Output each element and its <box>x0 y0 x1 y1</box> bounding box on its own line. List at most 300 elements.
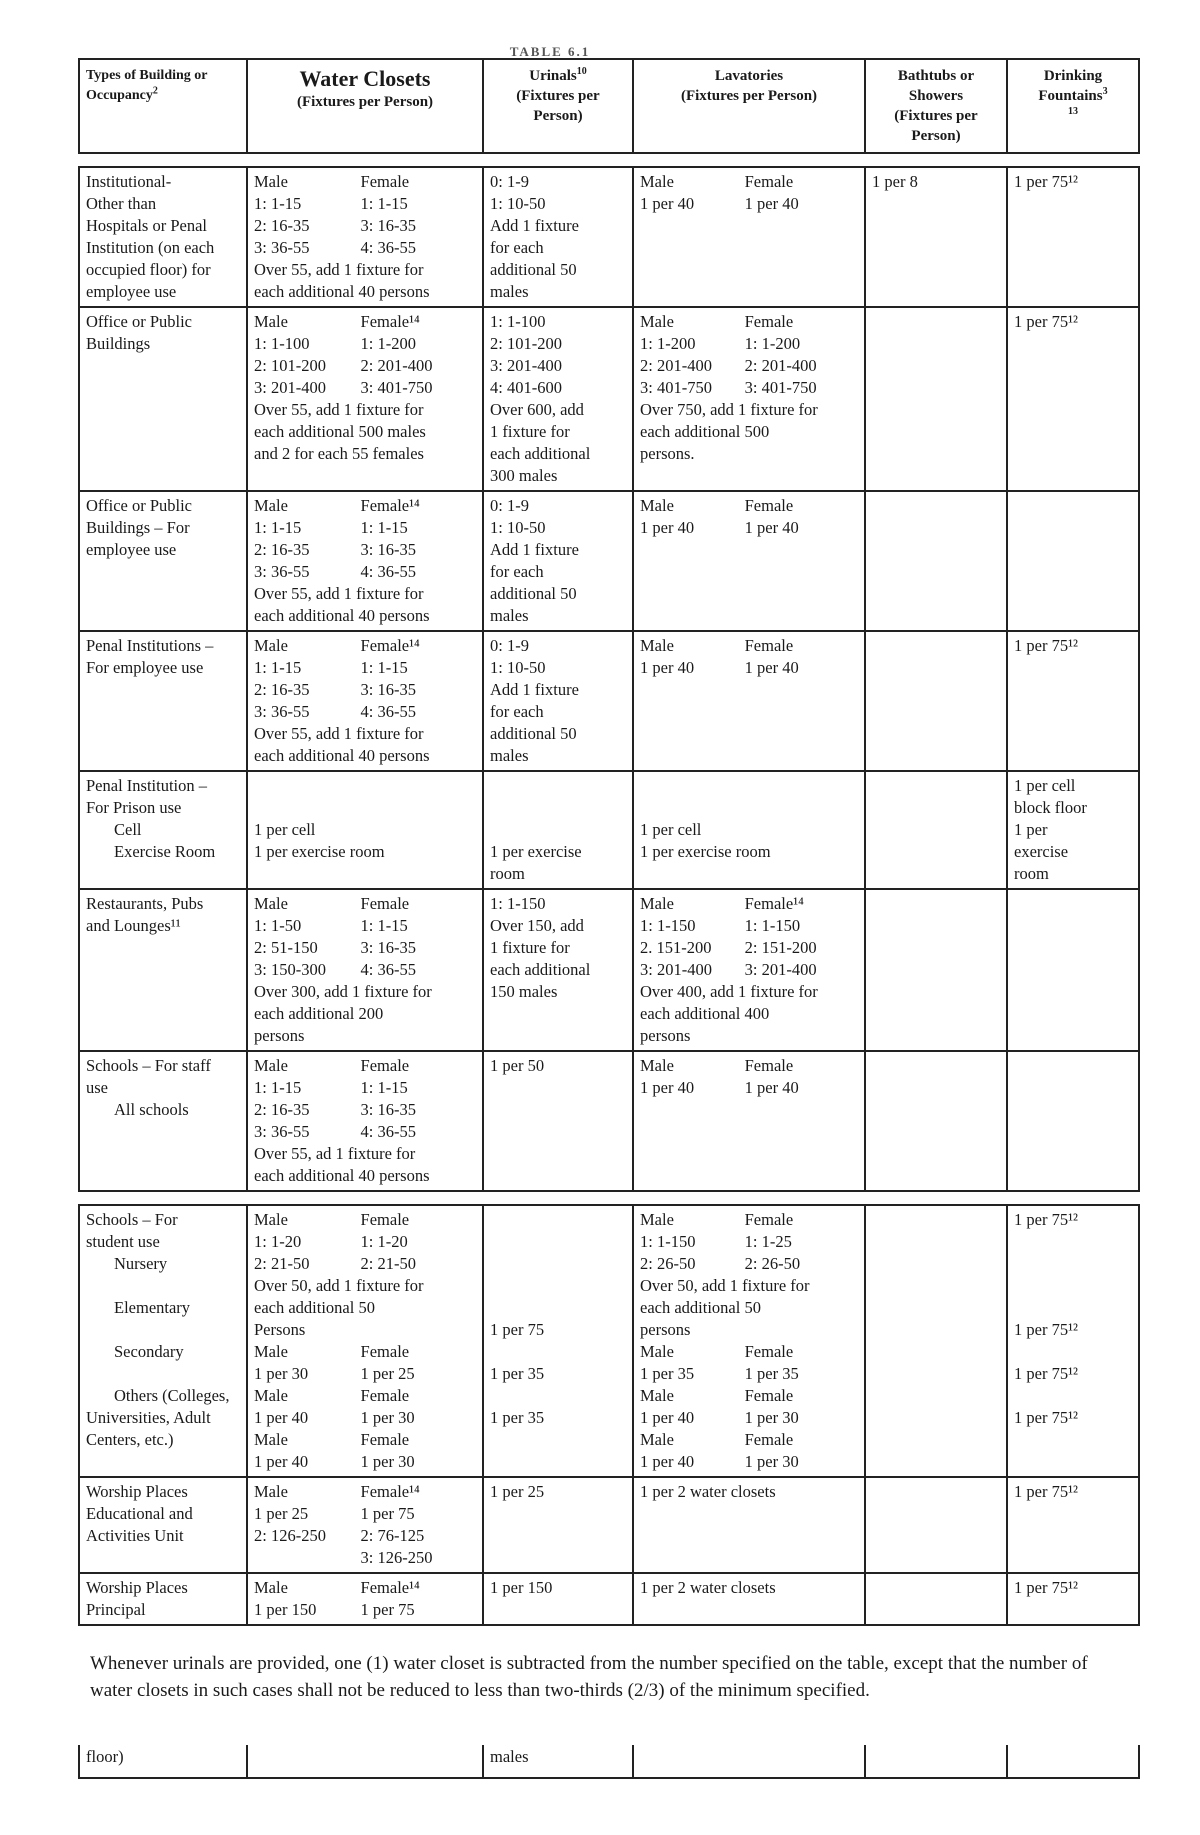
lavatories-line <box>640 1077 858 1099</box>
table-row <box>79 1051 1139 1191</box>
water-closets-line <box>254 1121 476 1143</box>
water-closets-female-value: 1: 1-15 <box>360 194 408 213</box>
water-closets-male-value: 1 per 30 <box>254 1364 309 1383</box>
bottom-occupancy-cell: floor) <box>79 1745 247 1778</box>
occupancy-line: Institution (on each <box>86 238 215 257</box>
table-title-fragment: TABLE 6.1 <box>509 44 591 58</box>
water-closets-line <box>254 1253 476 1275</box>
bathtubs-line: 1 per 8 <box>872 172 918 191</box>
water-closets-male-value: Male <box>254 1430 288 1449</box>
water-closets-line: each additional 40 persons <box>254 1166 430 1185</box>
water-closets-line <box>254 561 476 583</box>
urinals-cell <box>483 1477 633 1573</box>
table-row <box>79 889 1139 1051</box>
bathtubs-cell <box>865 889 1007 1051</box>
lavatories-line <box>640 1253 858 1275</box>
lavatories-line <box>640 937 858 959</box>
urinals-line: 1: 10-50 <box>490 658 546 677</box>
water-closets-female-value: 1 per 30 <box>360 1452 415 1471</box>
water-closets-female-value: 2: 76-125 <box>360 1526 425 1545</box>
water-closets-male-value: 2: 16-35 <box>254 680 310 699</box>
water-closets-line <box>254 937 476 959</box>
lavatories-line <box>640 1429 858 1451</box>
water-closets-female-value: 1: 1-200 <box>360 334 417 353</box>
header-urinals-label: Urinals <box>529 68 577 84</box>
lavatories-line: persons <box>640 1026 691 1045</box>
water-closets-line <box>254 1481 476 1503</box>
urinals-line: 1 per exercise <box>490 842 582 861</box>
lavatories-line: Over 50, add 1 fixture for <box>640 1276 810 1295</box>
water-closets-female-value: 1 per 75 <box>360 1600 415 1619</box>
lavatories-line <box>640 495 858 517</box>
lavatories-female-value: 1 per 40 <box>744 658 799 677</box>
header-water-closets <box>247 59 483 153</box>
lavatories-line: 1 per exercise room <box>640 842 771 861</box>
fountains-cell <box>1007 1573 1139 1625</box>
water-closets-cell <box>247 167 483 307</box>
lavatories-cell <box>633 771 865 889</box>
water-closets-female-value: 3: 16-35 <box>360 540 417 559</box>
fountains-line: 1 per 75¹² <box>1014 1408 1078 1427</box>
header-water-closets-label: Water Closets <box>299 66 431 91</box>
fountains-line <box>1014 1253 1132 1275</box>
fountains-line: 1 per 75¹² <box>1014 1210 1078 1229</box>
lavatories-female-value: 1: 1-25 <box>744 1232 792 1251</box>
occupancy-line: Buildings <box>86 334 151 353</box>
fountains-cell <box>1007 631 1139 771</box>
water-closets-male-value: 2: 16-35 <box>254 216 310 235</box>
occupancy-cell <box>79 889 247 1051</box>
water-closets-cell <box>247 1573 483 1625</box>
water-closets-female-value: Female <box>360 894 410 913</box>
water-closets-male-value: 1 per 25 <box>254 1504 309 1523</box>
urinals-cell <box>483 771 633 889</box>
header-occupancy-footnote: 2 <box>152 85 158 97</box>
header-fountains-label: Drinking Fountains <box>1038 68 1103 104</box>
water-closets-line <box>254 1407 476 1429</box>
water-closets-male-value: Male <box>254 1386 288 1405</box>
water-closets-line: each additional 40 persons <box>254 282 430 301</box>
lavatories-female-value: 1 per 30 <box>744 1408 799 1427</box>
water-closets-male-value: 3: 201-400 <box>254 378 326 397</box>
lavatories-line: Over 400, add 1 fixture for <box>640 982 818 1001</box>
lavatories-male-value: Male <box>640 1386 674 1405</box>
water-closets-male-value: 1: 1-15 <box>254 1078 302 1097</box>
occupancy-line: use <box>86 1078 108 1097</box>
fountains-line <box>1014 1385 1132 1407</box>
occupancy-line: For employee use <box>86 658 204 677</box>
occupancy-line: Centers, etc.) <box>86 1430 174 1449</box>
water-closets-line <box>254 1525 476 1547</box>
lavatories-line <box>640 915 858 937</box>
occupancy-line <box>86 1319 240 1341</box>
water-closets-female-value: Female¹⁴ <box>360 1482 420 1501</box>
urinals-cell <box>483 167 633 307</box>
water-closets-female-value: 3: 16-35 <box>360 1100 417 1119</box>
urinals-line: additional 50 <box>490 724 577 743</box>
table-row <box>79 631 1139 771</box>
fountains-line: 1 per 75¹² <box>1014 312 1078 331</box>
header-bathtubs-sub: (Fixtures per Person) <box>894 108 978 144</box>
occupancy-line: Penal Institution – <box>86 776 207 795</box>
water-closets-line <box>254 1599 476 1621</box>
lavatories-male-value: Male <box>640 1210 674 1229</box>
lavatories-female-value: Female <box>744 312 794 331</box>
fountains-line: 1 per 75¹² <box>1014 1482 1078 1501</box>
lavatories-line <box>640 333 858 355</box>
lavatories-line: each additional 50 <box>640 1298 761 1317</box>
water-closets-line <box>254 355 476 377</box>
water-closets-cell <box>247 1051 483 1191</box>
water-closets-female-value: 2: 201-400 <box>360 356 433 375</box>
lavatories-female-value: 1 per 40 <box>744 1078 799 1097</box>
water-closets-line <box>254 915 476 937</box>
lavatories-male-value: 2: 26-50 <box>640 1254 696 1273</box>
occupancy-line: Institutional- <box>86 172 172 191</box>
occupancy-line: Elementary <box>114 1298 191 1317</box>
urinals-line: 4: 401-600 <box>490 378 562 397</box>
water-closets-male-value: 2: 16-35 <box>254 540 310 559</box>
water-closets-line <box>254 237 476 259</box>
urinals-line: each additional <box>490 960 591 979</box>
water-closets-female-value: 1: 1-15 <box>360 1078 408 1097</box>
lavatories-line: Over 750, add 1 fixture for <box>640 400 818 419</box>
lavatories-cell <box>633 491 865 631</box>
water-closets-male-value: 1: 1-50 <box>254 916 302 935</box>
water-closets-cell <box>247 1205 483 1477</box>
water-closets-line <box>254 679 476 701</box>
occupancy-line: occupied floor) for <box>86 260 211 279</box>
urinals-line: additional 50 <box>490 260 577 279</box>
water-closets-female-value: 1: 1-15 <box>360 658 408 677</box>
urinals-cell <box>483 1573 633 1625</box>
table-row <box>79 1477 1139 1573</box>
lavatories-male-value: 1 per 40 <box>640 1078 695 1097</box>
urinals-line: 1 per 35 <box>490 1364 545 1383</box>
water-closets-male-value: Male <box>254 636 288 655</box>
lavatories-female-value: 1 per 40 <box>744 194 799 213</box>
bathtubs-cell <box>865 307 1007 491</box>
lavatories-female-value: 3: 401-750 <box>744 378 817 397</box>
urinals-line: 0: 1-9 <box>490 496 529 515</box>
fountains-line: block floor <box>1014 798 1087 817</box>
occupancy-line: Others (Colleges, <box>114 1386 230 1405</box>
urinals-line: 1: 10-50 <box>490 194 546 213</box>
water-closets-male-value: Male <box>254 172 288 191</box>
lavatories-line <box>640 635 858 657</box>
occupancy-line: Secondary <box>114 1342 184 1361</box>
fountains-line: 1 per 75¹² <box>1014 636 1078 655</box>
lavatories-male-value: 3: 401-750 <box>640 378 712 397</box>
water-closets-male-value <box>254 1547 361 1569</box>
occupancy-line: Restaurants, Pubs <box>86 894 204 913</box>
bathtubs-cell <box>865 491 1007 631</box>
water-closets-cell <box>247 631 483 771</box>
lavatories-cell <box>633 1205 865 1477</box>
water-closets-line <box>254 1547 476 1569</box>
water-closets-line: persons <box>254 1026 305 1045</box>
bathtubs-cell <box>865 1205 1007 1477</box>
urinals-cell <box>483 307 633 491</box>
water-closets-male-value: 1: 1-100 <box>254 334 310 353</box>
occupancy-line: Office or Public <box>86 312 193 331</box>
water-closets-female-value: 3: 126-250 <box>360 1548 433 1567</box>
occupancy-line: employee use <box>86 540 177 559</box>
water-closets-male-value: 2: 16-35 <box>254 1100 310 1119</box>
water-closets-female-value: Female¹⁴ <box>360 496 420 515</box>
lavatories-cell <box>633 631 865 771</box>
bottom-cut-row <box>78 1745 1140 1779</box>
fountains-line: 1 per 75¹² <box>1014 1364 1078 1383</box>
table-row <box>79 1205 1139 1477</box>
water-closets-cell <box>247 491 483 631</box>
urinals-line: 3: 201-400 <box>490 356 562 375</box>
lavatories-male-value: 3: 201-400 <box>640 960 712 979</box>
header-urinals <box>483 59 633 153</box>
lavatories-female-value: Female <box>744 1056 794 1075</box>
water-closets-line <box>254 701 476 723</box>
occupancy-line: Schools – For staff <box>86 1056 211 1075</box>
header-fountains <box>1007 59 1139 153</box>
lavatories-line <box>640 311 858 333</box>
water-closets-line <box>254 1577 476 1599</box>
lavatories-male-value: 1 per 35 <box>640 1364 695 1383</box>
urinals-line: males <box>490 282 529 301</box>
water-closets-female-value: Female <box>360 1210 410 1229</box>
water-closets-line: Persons <box>254 1320 306 1339</box>
lavatories-line: each additional 500 <box>640 422 770 441</box>
water-closets-female-value: 4: 36-55 <box>360 238 417 257</box>
occupancy-line <box>86 1275 240 1297</box>
water-closets-line <box>254 1451 476 1473</box>
header-occupancy-label: Types of Building or Occupancy <box>86 68 208 103</box>
water-closets-male-value: 3: 36-55 <box>254 1122 310 1141</box>
water-closets-female-value: Female¹⁴ <box>360 312 420 331</box>
urinals-line: 1 per 35 <box>490 1408 545 1427</box>
water-closets-male-value: 2: 126-250 <box>254 1526 326 1545</box>
urinals-line: Add 1 fixture <box>490 540 579 559</box>
water-closets-line <box>254 311 476 333</box>
water-closets-female-value: Female <box>360 1056 410 1075</box>
header-lavatories-label: Lavatories <box>714 68 784 84</box>
table-row <box>79 307 1139 491</box>
lavatories-female-value: Female¹⁴ <box>744 894 804 913</box>
header-urinals-footnote: 10 <box>576 66 587 77</box>
urinals-cell <box>483 889 633 1051</box>
lavatories-line <box>640 1385 858 1407</box>
water-closets-line <box>254 333 476 355</box>
occupancy-line: Activities Unit <box>86 1526 184 1545</box>
water-closets-line <box>254 1209 476 1231</box>
bathtubs-cell <box>865 1051 1007 1191</box>
upper-table-body <box>79 167 1139 1191</box>
urinals-line <box>490 1275 626 1297</box>
lavatories-female-value: Female <box>744 1342 794 1361</box>
water-closets-male-value: 1 per 150 <box>254 1600 317 1619</box>
urinals-line: Over 600, add <box>490 400 584 419</box>
lavatories-female-value: 2: 201-400 <box>744 356 817 375</box>
header-gap <box>79 153 1139 167</box>
water-closets-male-value: Male <box>254 1482 288 1501</box>
water-closets-male-value: Male <box>254 496 288 515</box>
occupancy-cell <box>79 631 247 771</box>
lavatories-line <box>640 1341 858 1363</box>
bottom-cut-row-cells <box>79 1745 1139 1778</box>
lavatories-male-value: Male <box>640 172 674 191</box>
lavatories-line <box>640 355 858 377</box>
water-closets-female-value: Female¹⁴ <box>360 1578 420 1597</box>
occupancy-line: Nursery <box>114 1254 168 1273</box>
urinals-line: additional 50 <box>490 584 577 603</box>
fountains-cell <box>1007 1477 1139 1573</box>
urinals-line: 0: 1-9 <box>490 172 529 191</box>
lavatories-line <box>640 1209 858 1231</box>
urinals-line <box>490 1209 626 1231</box>
water-closets-line: Over 50, add 1 fixture for <box>254 1276 424 1295</box>
lavatories-male-value: Male <box>640 1342 674 1361</box>
water-closets-line: Over 55, add 1 fixture for <box>254 400 424 419</box>
water-closets-line <box>254 1341 476 1363</box>
occupancy-line: All schools <box>114 1100 189 1119</box>
table-row <box>79 167 1139 307</box>
lavatories-female-value: Female <box>744 1386 794 1405</box>
urinals-line <box>490 819 626 841</box>
occupancy-line: and Lounges¹¹ <box>86 916 181 935</box>
lavatories-male-value: 1: 1-200 <box>640 334 696 353</box>
header-lavatories <box>633 59 865 153</box>
urinals-line: Add 1 fixture <box>490 216 579 235</box>
bottom-wc-cell <box>247 1745 483 1778</box>
water-closets-male-value: Male <box>254 1056 288 1075</box>
occupancy-cell <box>79 167 247 307</box>
bottom-bath-cell <box>865 1745 1007 1778</box>
urinals-cell <box>483 491 633 631</box>
fountains-cell <box>1007 307 1139 491</box>
fountains-line: 1 per 75¹² <box>1014 172 1078 191</box>
fountains-cell <box>1007 1051 1139 1191</box>
water-closets-male-value: Male <box>254 1342 288 1361</box>
water-closets-cell <box>247 1477 483 1573</box>
lavatories-male-value: Male <box>640 894 674 913</box>
water-closets-line <box>254 1231 476 1253</box>
lavatories-line <box>640 1231 858 1253</box>
water-closets-line: Over 55, add 1 fixture for <box>254 724 424 743</box>
lavatories-line <box>640 1407 858 1429</box>
occupancy-cell <box>79 1051 247 1191</box>
water-closets-female-value: Female <box>360 1342 410 1361</box>
urinals-line <box>490 775 626 797</box>
header-row <box>79 59 1139 153</box>
fountains-line <box>1014 1297 1132 1319</box>
occupancy-line: Schools – For <box>86 1210 178 1229</box>
water-closets-line: Over 55, add 1 fixture for <box>254 584 424 603</box>
urinals-line: for each <box>490 238 544 257</box>
water-closets-line: Over 55, ad 1 fixture for <box>254 1144 416 1163</box>
water-closets-male-value: 2: 51-150 <box>254 938 318 957</box>
fountains-line <box>1014 1341 1132 1363</box>
water-closets-female-value: Female¹⁴ <box>360 636 420 655</box>
water-closets-line <box>254 1099 476 1121</box>
lavatories-line: 1 per 2 water closets <box>640 1578 776 1597</box>
water-closets-line <box>254 377 476 399</box>
lavatories-female-value: 1 per 30 <box>744 1452 799 1471</box>
water-closets-male-value: Male <box>254 1578 288 1597</box>
water-closets-female-value: 1: 1-20 <box>360 1232 408 1251</box>
occupancy-line: Other than <box>86 194 157 213</box>
water-closets-male-value: Male <box>254 312 288 331</box>
fountains-line <box>1014 1275 1132 1297</box>
water-closets-male-value: 1: 1-15 <box>254 518 302 537</box>
occupancy-cell <box>79 771 247 889</box>
bathtubs-cell <box>865 167 1007 307</box>
lavatories-line: persons <box>640 1320 691 1339</box>
lavatories-male-value: 1: 1-150 <box>640 1232 696 1251</box>
lavatories-line <box>640 193 858 215</box>
water-closets-male-value: 3: 36-55 <box>254 238 310 257</box>
lavatories-male-value: 1: 1-150 <box>640 916 696 935</box>
lavatories-male-value: 2. 151-200 <box>640 938 712 957</box>
urinals-line: for each <box>490 702 544 721</box>
lavatories-line: persons. <box>640 444 695 463</box>
urinals-line: 300 males <box>490 466 558 485</box>
water-closets-line <box>254 1385 476 1407</box>
bathtubs-cell <box>865 1477 1007 1573</box>
lavatories-line <box>640 959 858 981</box>
water-closets-cell <box>247 771 483 889</box>
water-closets-male-value: 3: 150-300 <box>254 960 326 979</box>
water-closets-male-value: 1: 1-15 <box>254 658 302 677</box>
occupancy-line: Office or Public <box>86 496 193 515</box>
occupancy-cell <box>79 491 247 631</box>
urinals-line <box>490 1253 626 1275</box>
fountains-line: 1 per <box>1014 820 1048 839</box>
urinals-line: 1 per 50 <box>490 1056 545 1075</box>
lavatories-line <box>640 775 858 797</box>
water-closets-male-value: 2: 21-50 <box>254 1254 310 1273</box>
occupancy-line: Universities, Adult <box>86 1408 211 1427</box>
water-closets-line <box>254 215 476 237</box>
water-closets-female-value: 4: 36-55 <box>360 562 417 581</box>
urinals-line: 1: 1-100 <box>490 312 546 331</box>
urinals-line: Over 150, add <box>490 916 584 935</box>
urinals-line <box>490 1297 626 1319</box>
water-closets-line: Over 55, add 1 fixture for <box>254 260 424 279</box>
lavatories-female-value: 1: 1-200 <box>744 334 801 353</box>
water-closets-male-value: 3: 36-55 <box>254 702 310 721</box>
lavatories-cell <box>633 889 865 1051</box>
water-closets-line <box>254 635 476 657</box>
water-closets-line <box>254 1055 476 1077</box>
fixture-requirements-table <box>78 58 1140 1626</box>
fountains-cell <box>1007 491 1139 631</box>
fountains-line: exercise <box>1014 842 1069 861</box>
water-closets-male-value: 1 per 40 <box>254 1452 309 1471</box>
water-closets-male-value: 3: 36-55 <box>254 562 310 581</box>
water-closets-female-value: 3: 16-35 <box>360 938 417 957</box>
lavatories-cell <box>633 307 865 491</box>
lavatories-cell <box>633 1051 865 1191</box>
fountains-line <box>1014 1231 1132 1253</box>
urinals-line <box>490 1341 626 1363</box>
water-closets-female-value: 1: 1-15 <box>360 518 408 537</box>
occupancy-line: Cell <box>114 820 142 839</box>
water-closets-line: each additional 40 persons <box>254 606 430 625</box>
water-closets-line <box>254 797 476 819</box>
water-closets-female-value: 1 per 75 <box>360 1504 415 1523</box>
lavatories-female-value: 1 per 40 <box>744 518 799 537</box>
fountains-cell <box>1007 1205 1139 1477</box>
occupancy-cell <box>79 1573 247 1625</box>
